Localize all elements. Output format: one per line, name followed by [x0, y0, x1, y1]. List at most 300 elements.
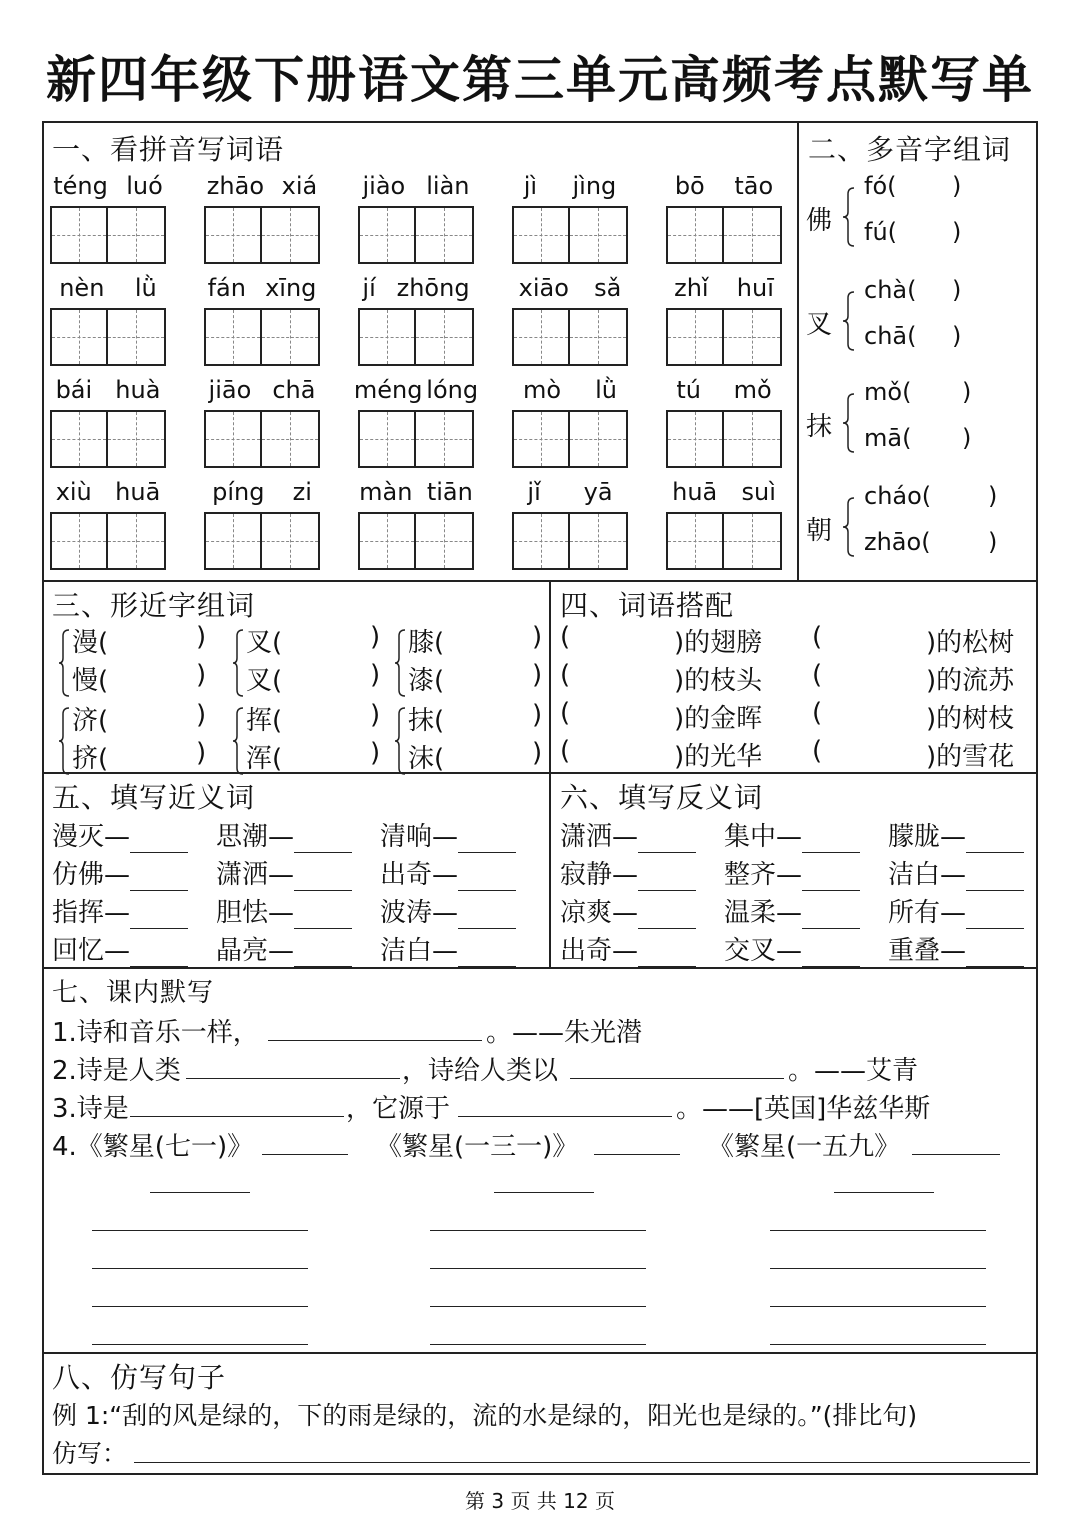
- polyphone-answer[interactable]: [906, 482, 946, 512]
- word-pair: [52, 930, 188, 967]
- writing-boxes: [50, 512, 166, 570]
- tianzige-box[interactable]: [262, 206, 320, 264]
- tianzige-box[interactable]: [512, 206, 570, 264]
- answer-blank[interactable]: [966, 826, 1024, 853]
- answer-blank[interactable]: [966, 902, 1024, 929]
- answer-blank[interactable]: [638, 826, 696, 853]
- answer-blank[interactable]: [638, 864, 696, 891]
- close-paren: ): [532, 738, 543, 768]
- open-paren: (: [812, 622, 823, 652]
- polyphone-group: [806, 276, 1034, 368]
- tianzige-box[interactable]: [358, 308, 416, 366]
- open-paren: (: [812, 736, 823, 766]
- word-pair: [888, 854, 1024, 891]
- pinyin-label: [660, 274, 788, 302]
- polyphone-char: 朝: [806, 516, 833, 546]
- pinyin-syllable: xiāo: [518, 274, 569, 302]
- answer-blank[interactable]: [834, 1192, 934, 1193]
- close-paren: ): [532, 622, 543, 652]
- polyphone-answer[interactable]: [906, 424, 946, 454]
- polyphone-reading: cháo(: [864, 482, 932, 510]
- writing-boxes: [50, 308, 166, 366]
- word: 清响—: [380, 822, 459, 852]
- pinyin-label: [506, 274, 634, 302]
- similar-char-group: [394, 700, 554, 780]
- pinyin-syllable: jiào: [362, 172, 406, 200]
- section-8-heading: 八、仿写句子: [52, 1361, 227, 1394]
- tianzige-box[interactable]: [108, 206, 166, 264]
- polyphone-answer[interactable]: [906, 276, 946, 306]
- close-paren: ): [962, 378, 972, 406]
- divider: [42, 580, 1038, 582]
- writing-boxes: [358, 410, 474, 468]
- tianzige-box[interactable]: [512, 308, 570, 366]
- answer-blank[interactable]: [912, 1154, 1000, 1155]
- writing-boxes: [358, 512, 474, 570]
- similar-char: 慢(: [72, 666, 109, 696]
- word-pair: [380, 816, 516, 853]
- polyphone-reading: fó(: [864, 172, 897, 200]
- brace-icon: [232, 628, 244, 698]
- poem-title-1: 4.《繁星(七一)》: [52, 1132, 254, 1162]
- pinyin-syllable: nèn: [59, 274, 105, 302]
- close-paren: ): [370, 700, 381, 730]
- answer-blank[interactable]: [92, 1230, 308, 1231]
- brace-icon: [58, 628, 70, 698]
- page-title: 新四年级下册语文第三单元高频考点默写单: [46, 51, 1034, 109]
- word: 潇洒—: [560, 822, 639, 852]
- polyphone-group: [806, 378, 1034, 470]
- similar-char: 漆(: [408, 666, 445, 696]
- answer-blank[interactable]: [770, 1268, 986, 1269]
- pinyin-syllable: zhōng: [396, 274, 470, 302]
- divider: [42, 967, 1038, 969]
- word: 仿佛—: [52, 860, 131, 890]
- polyphone-char: 佛: [806, 206, 833, 236]
- answer-blank[interactable]: [130, 826, 188, 853]
- polyphone-answer[interactable]: [906, 528, 946, 558]
- close-paren: ): [532, 700, 543, 730]
- tianzige-box[interactable]: [416, 512, 474, 570]
- word-pair: [380, 930, 516, 967]
- tianzige-box[interactable]: [570, 206, 628, 264]
- pinyin-syllable: jiāo: [208, 376, 252, 404]
- word: 漫灭—: [52, 822, 131, 852]
- answer-blank[interactable]: [802, 864, 860, 891]
- writing-boxes: [666, 512, 782, 570]
- tianzige-box[interactable]: [204, 308, 262, 366]
- polyphone-answer[interactable]: [906, 378, 946, 408]
- word: 出奇—: [380, 860, 459, 890]
- divider: [42, 1352, 1038, 1354]
- word-pair: [724, 816, 860, 853]
- brace-icon: [58, 706, 70, 776]
- similar-char-group: [232, 622, 392, 702]
- answer-blank[interactable]: [92, 1306, 308, 1307]
- writing-boxes: [512, 512, 628, 570]
- writing-boxes: [50, 206, 166, 264]
- answer-blank[interactable]: [130, 902, 188, 929]
- similar-char: 挥(: [246, 706, 283, 736]
- pinyin-label: [660, 376, 788, 404]
- tianzige-box[interactable]: [204, 206, 262, 264]
- pinyin-syllable: téng: [53, 172, 108, 200]
- pinyin-syllable: zi: [292, 478, 312, 506]
- tianzige-box[interactable]: [50, 206, 108, 264]
- pinyin-syllable: xīng: [265, 274, 317, 302]
- tianzige-box[interactable]: [724, 512, 782, 570]
- word-pair: [216, 854, 352, 891]
- answer-blank[interactable]: [268, 1040, 482, 1041]
- tianzige-box[interactable]: [666, 410, 724, 468]
- collocation-right: )的松树: [926, 628, 1015, 658]
- tianzige-box[interactable]: [570, 512, 628, 570]
- pinyin-syllable: tāo: [734, 172, 774, 200]
- polyphone-answer[interactable]: [906, 322, 946, 352]
- answer-blank[interactable]: [458, 864, 516, 891]
- pinyin-label: [198, 376, 326, 404]
- divider: [797, 121, 799, 581]
- recite-line-3-mid: ，它源于: [346, 1094, 451, 1124]
- answer-blank[interactable]: [966, 940, 1024, 967]
- word-pair: [724, 930, 860, 967]
- word: 交叉—: [724, 936, 803, 966]
- word: 重叠—: [888, 936, 967, 966]
- word-pair: [380, 892, 516, 929]
- answer-blank[interactable]: [430, 1306, 646, 1307]
- brace-icon: [842, 186, 856, 248]
- open-paren: (: [560, 622, 571, 652]
- polyphone-char: 叉: [806, 310, 833, 340]
- similar-char-group: [58, 622, 218, 702]
- answer-blank[interactable]: [430, 1230, 646, 1231]
- imitate-label: 仿写：: [52, 1439, 128, 1468]
- tianzige-box[interactable]: [666, 308, 724, 366]
- word-pair: [52, 892, 188, 929]
- polyphone-group: [806, 482, 1034, 574]
- answer-blank[interactable]: [494, 1192, 594, 1193]
- answer-blank[interactable]: [186, 1078, 400, 1079]
- similar-char: 沫(: [408, 744, 445, 774]
- close-paren: ): [196, 660, 207, 690]
- pinyin-syllable: jí: [362, 274, 376, 302]
- collocation-left: )的光华: [674, 742, 763, 772]
- answer-blank[interactable]: [770, 1306, 986, 1307]
- pinyin-syllable: huī: [736, 274, 774, 302]
- tianzige-box[interactable]: [416, 206, 474, 264]
- similar-char-group: [58, 700, 218, 780]
- tianzige-box[interactable]: [724, 308, 782, 366]
- tianzige-box[interactable]: [108, 512, 166, 570]
- answer-blank[interactable]: [458, 940, 516, 967]
- tianzige-box[interactable]: [50, 410, 108, 468]
- similar-char: 济(: [72, 706, 109, 736]
- collocation-left: )的翅膀: [674, 628, 763, 658]
- close-paren: ): [370, 738, 381, 768]
- pinyin-syllable: huā: [672, 478, 718, 506]
- open-paren: (: [560, 698, 571, 728]
- answer-blank[interactable]: [262, 1154, 348, 1155]
- tianzige-box[interactable]: [570, 308, 628, 366]
- pinyin-syllable: jǐ: [527, 478, 541, 506]
- brace-icon: [394, 706, 406, 776]
- tianzige-box[interactable]: [262, 308, 320, 366]
- pinyin-label: [352, 172, 480, 200]
- brace-icon: [232, 706, 244, 776]
- answer-blank[interactable]: [150, 1192, 250, 1193]
- collocation-left: )的金晖: [674, 704, 763, 734]
- close-paren: ): [370, 622, 381, 652]
- tianzige-box[interactable]: [570, 410, 628, 468]
- similar-char-group: [394, 622, 554, 702]
- tianzige-box[interactable]: [666, 512, 724, 570]
- word-pair: [888, 816, 1024, 853]
- polyphone-char: 抹: [806, 412, 833, 442]
- writing-boxes: [512, 206, 628, 264]
- writing-boxes: [204, 512, 320, 570]
- answer-blank[interactable]: [638, 902, 696, 929]
- pinyin-syllable: zhāo: [206, 172, 264, 200]
- pinyin-syllable: bái: [55, 376, 93, 404]
- answer-blank[interactable]: [966, 864, 1024, 891]
- word: 温柔—: [724, 898, 803, 928]
- pinyin-label: [198, 478, 326, 506]
- word: 寂静—: [560, 860, 639, 890]
- word: 所有—: [888, 898, 967, 928]
- similar-char: 浑(: [246, 744, 283, 774]
- tianzige-box[interactable]: [358, 410, 416, 468]
- word-pair: [560, 930, 696, 967]
- answer-blank[interactable]: [770, 1230, 986, 1231]
- tianzige-box[interactable]: [358, 206, 416, 264]
- poem-title-3: 《繁星(一五九》: [708, 1132, 901, 1162]
- word: 潇洒—: [216, 860, 295, 890]
- answer-blank[interactable]: [802, 940, 860, 967]
- pinyin-syllable: liàn: [426, 172, 470, 200]
- writing-boxes: [358, 206, 474, 264]
- pinyin-syllable: sǎ: [594, 274, 622, 302]
- collocation-right: )的流苏: [926, 666, 1015, 696]
- answer-blank[interactable]: [294, 902, 352, 929]
- section-3-heading: 三、形近字组词: [52, 589, 256, 622]
- tianzige-box[interactable]: [416, 308, 474, 366]
- pinyin-syllable: luó: [126, 172, 163, 200]
- answer-blank[interactable]: [430, 1344, 646, 1345]
- pinyin-label: [44, 274, 172, 302]
- pinyin-syllable: huà: [115, 376, 161, 404]
- tianzige-box[interactable]: [666, 206, 724, 264]
- pinyin-label: [660, 172, 788, 200]
- close-paren: ): [196, 738, 207, 768]
- recite-line-1: [52, 1012, 259, 1049]
- polyphone-reading: fú(: [864, 218, 898, 246]
- writing-boxes: [512, 410, 628, 468]
- word-pair: [52, 854, 188, 891]
- recite-line-2-mid: ，诗给人类以: [402, 1056, 559, 1086]
- answer-blank[interactable]: [458, 902, 516, 929]
- tianzige-box[interactable]: [358, 512, 416, 570]
- word-pair: [560, 892, 696, 929]
- polyphone-reading: mā(: [864, 424, 912, 452]
- pinyin-syllable: yā: [583, 478, 613, 506]
- word: 朦胧—: [888, 822, 967, 852]
- pinyin-syllable: chā: [272, 376, 316, 404]
- tianzige-box[interactable]: [724, 410, 782, 468]
- word-pair: [888, 930, 1024, 967]
- pinyin-label: [352, 478, 480, 506]
- writing-boxes: [666, 206, 782, 264]
- close-paren: ): [196, 700, 207, 730]
- pinyin-label: [506, 478, 634, 506]
- pinyin-syllable: píng: [212, 478, 265, 506]
- section-7-heading: 七、课内默写: [52, 978, 215, 1008]
- word: 集中—: [724, 822, 803, 852]
- pinyin-syllable: màn: [359, 478, 413, 506]
- open-paren: (: [560, 736, 571, 766]
- similar-char: 漫(: [72, 628, 109, 658]
- tianzige-box[interactable]: [724, 206, 782, 264]
- answer-blank[interactable]: [92, 1268, 308, 1269]
- pinyin-syllable: suì: [741, 478, 776, 506]
- answer-blank[interactable]: [458, 826, 516, 853]
- word-pair: [560, 854, 696, 891]
- word: 洁白—: [888, 860, 967, 890]
- answer-blank[interactable]: [570, 1078, 784, 1079]
- pinyin-syllable: mò: [523, 376, 562, 404]
- section-1-heading: 一、看拼音写词语: [52, 133, 285, 166]
- pinyin-label: [352, 376, 480, 404]
- answer-blank[interactable]: [802, 826, 860, 853]
- answer-blank[interactable]: [130, 940, 188, 967]
- polyphone-reading: zhāo(: [864, 528, 931, 556]
- pinyin-label: [44, 172, 172, 200]
- word-pair: [560, 816, 696, 853]
- word-pair: [724, 854, 860, 891]
- word: 胆怯—: [216, 898, 295, 928]
- brace-icon: [842, 392, 856, 454]
- tianzige-box[interactable]: [50, 308, 108, 366]
- tianzige-box[interactable]: [50, 512, 108, 570]
- similar-char: 抹(: [408, 706, 445, 736]
- tianzige-box[interactable]: [108, 410, 166, 468]
- tianzige-box[interactable]: [512, 410, 570, 468]
- answer-blank[interactable]: [638, 940, 696, 967]
- open-paren: (: [560, 660, 571, 690]
- pinyin-label: [506, 376, 634, 404]
- answer-blank[interactable]: [802, 902, 860, 929]
- word: 凉爽—: [560, 898, 639, 928]
- pinyin-syllable: lǜ: [134, 274, 157, 302]
- similar-char: 挤(: [72, 744, 109, 774]
- close-paren: ): [962, 424, 972, 452]
- answer-blank[interactable]: [594, 1154, 680, 1155]
- writing-boxes: [204, 308, 320, 366]
- pinyin-syllable: lǜ: [595, 376, 617, 404]
- answer-blank[interactable]: [130, 1116, 344, 1117]
- pinyin-syllable: lóng: [426, 376, 479, 404]
- answer-blank[interactable]: [458, 1116, 672, 1117]
- polyphone-group: [806, 172, 1034, 264]
- pinyin-syllable: jìng: [572, 172, 617, 200]
- polyphone-reading: mǒ(: [864, 378, 912, 406]
- close-paren: ): [370, 660, 381, 690]
- open-paren: (: [812, 698, 823, 728]
- poem-title-2: 《繁星(一三一)》: [376, 1132, 579, 1162]
- recite-line-3-source: 。——[英国]华兹华斯: [676, 1094, 931, 1124]
- pinyin-label: [352, 274, 480, 302]
- pinyin-syllable: fán: [207, 274, 246, 302]
- word-pair: [888, 892, 1024, 929]
- section-5-heading: 五、填写近义词: [52, 781, 256, 814]
- open-paren: (: [812, 660, 823, 690]
- recite-line-2-source: 。——艾青: [788, 1056, 919, 1086]
- answer-blank[interactable]: [294, 940, 352, 967]
- tianzige-box[interactable]: [512, 512, 570, 570]
- pinyin-label: [660, 478, 788, 506]
- similar-char: 膝(: [408, 628, 445, 658]
- close-paren: ): [196, 622, 207, 652]
- pinyin-syllable: xiá: [281, 172, 318, 200]
- close-paren: ): [532, 660, 543, 690]
- pinyin-label: [44, 376, 172, 404]
- pinyin-syllable: jì: [523, 172, 538, 200]
- tianzige-box[interactable]: [262, 512, 320, 570]
- answer-blank[interactable]: [430, 1268, 646, 1269]
- close-paren: ): [952, 276, 962, 304]
- pinyin-syllable: huā: [115, 478, 161, 506]
- word: 波涛—: [380, 898, 459, 928]
- pinyin-label: [506, 172, 634, 200]
- writing-boxes: [204, 410, 320, 468]
- answer-blank[interactable]: [92, 1344, 308, 1345]
- tianzige-box[interactable]: [108, 308, 166, 366]
- section-6-heading: 六、填写反义词: [560, 781, 764, 814]
- pinyin-syllable: mǒ: [733, 376, 772, 404]
- word-pair: [52, 816, 188, 853]
- answer-blank[interactable]: [294, 864, 352, 891]
- section-4-heading: 四、词语搭配: [560, 589, 735, 622]
- answer-blank[interactable]: [294, 826, 352, 853]
- similar-char: 叉(: [246, 666, 283, 696]
- recite-line-1-source: 。——朱光潜: [486, 1018, 643, 1048]
- polyphone-answer[interactable]: [906, 172, 946, 202]
- writing-boxes: [512, 308, 628, 366]
- pinyin-label: [198, 274, 326, 302]
- word: 指挥—: [52, 898, 131, 928]
- answer-blank[interactable]: [770, 1344, 986, 1345]
- word-pair: [380, 854, 516, 891]
- writing-boxes: [358, 308, 474, 366]
- tianzige-box[interactable]: [204, 410, 262, 468]
- imitate-answer-line[interactable]: [134, 1462, 1030, 1463]
- tianzige-box[interactable]: [416, 410, 474, 468]
- word-pair: [216, 930, 352, 967]
- writing-boxes: [50, 410, 166, 468]
- close-paren: ): [952, 322, 962, 350]
- pinyin-label: [198, 172, 326, 200]
- word: 思潮—: [216, 822, 295, 852]
- answer-blank[interactable]: [130, 864, 188, 891]
- word: 晶亮—: [216, 936, 295, 966]
- word: 整齐—: [724, 860, 803, 890]
- polyphone-answer[interactable]: [906, 218, 946, 248]
- polyphone-reading: chà(: [864, 276, 917, 304]
- example-sentence: 例 1:“刮的风是绿的，下的雨是绿的，流的水是绿的，阳光也是绿的。”(排比句): [52, 1401, 918, 1430]
- tianzige-box[interactable]: [262, 410, 320, 468]
- tianzige-box[interactable]: [204, 512, 262, 570]
- pinyin-syllable: tiān: [426, 478, 473, 506]
- similar-char: 叉(: [246, 628, 283, 658]
